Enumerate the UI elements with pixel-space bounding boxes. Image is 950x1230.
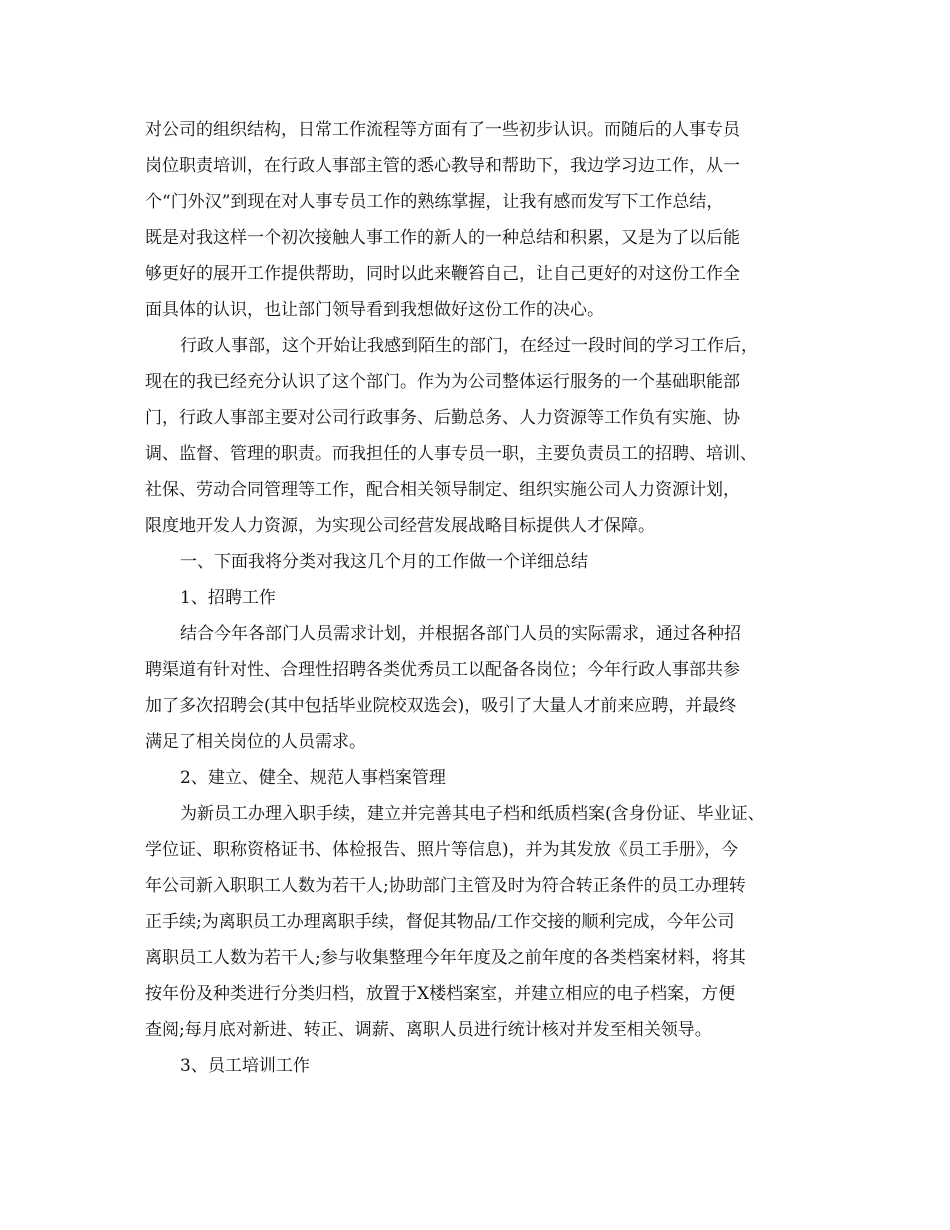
text-line: 正手续;为离职员工办理离职手续，督促其物品/工作交接的顺利完成，今年公司 [145,912,735,932]
text-line: 面具体的认识，也让部门领导看到我想做好这份工作的决心。 [145,300,604,320]
text-line: 按年份及种类进行分类归档，放置于X楼档案室，并建立相应的电子档案，方便 [145,984,736,1004]
text-line: 限度地开发人力资源，为实现公司经营发展战略目标提供人才保障。 [145,516,655,536]
text-line: 现在的我已经充分认识了这个部门。作为为公司整体运行服务的一个基础职能部 [145,372,740,392]
text-line: 加了多次招聘会(其中包括毕业院校双选会)，吸引了大量人才前来应聘，并最终 [145,696,737,716]
text-line: 满足了相关岗位的人员需求。 [145,732,366,752]
text-line: 对公司的组织结构，日常工作流程等方面有了一些初步认识。而随后的人事专员 [145,120,740,140]
text-line: 年公司新入职职工人数为若干人;协助部门主管及时为符合转正条件的员工办理转 [145,876,746,896]
paragraph-start-line: 为新员工办理入职手续，建立并完善其电子档和纸质档案(含身份证、毕业证、 [180,804,765,824]
subsection-heading: 1、招聘工作 [180,588,276,608]
text-line: 既是对我这样一个初次接触人事工作的新人的一种总结和积累，又是为了以后能 [145,228,740,248]
text-line: 个“门外汉”到现在对人事专员工作的熟练掌握，让我有感而发写下工作总结， [145,192,724,212]
paragraph-start-line: 行政人事部，这个开始让我感到陌生的部门，在经过一段时间的学习工作后， [180,336,758,356]
text-line: 学位证、职称资格证书、体检报告、照片等信息)，并为其发放《员工手册》，今 [145,840,739,860]
text-line: 调、监督、管理的职责。而我担任的人事专员一职，主要负责员工的招聘、培训、 [145,444,757,464]
text-line: 社保、劳动合同管理等工作，配合相关领导制定、组织实施公司人力资源计划， [145,480,740,500]
text-line: 岗位职责培训，在行政人事部主管的悉心教导和帮助下，我边学习边工作，从一 [145,156,740,176]
section-heading: 一、下面我将分类对我这几个月的工作做一个详细总结 [180,552,588,572]
text-line: 离职员工人数为若干人;参与收集整理今年年度及之前年度的各类档案材料，将其 [145,948,746,968]
text-line: 聘渠道有针对性、合理性招聘各类优秀员工以配备各岗位；今年行政人事部共参 [145,660,740,680]
text-line: 够更好的展开工作提供帮助，同时以此来鞭笞自己，让自己更好的对这份工作全 [145,264,740,284]
subsection-heading: 3、员工培训工作 [180,1056,310,1076]
subsection-heading: 2、建立、健全、规范人事档案管理 [180,768,446,788]
text-line: 查阅;每月底对新进、转正、调薪、离职人员进行统计核对并发至相关领导。 [145,1020,712,1040]
text-line: 门，行政人事部主要对公司行政事务、后勤总务、人力资源等工作负有实施、协 [145,408,740,428]
paragraph-start-line: 结合今年各部门人员需求计划，并根据各部门人员的实际需求，通过各种招 [180,624,741,644]
